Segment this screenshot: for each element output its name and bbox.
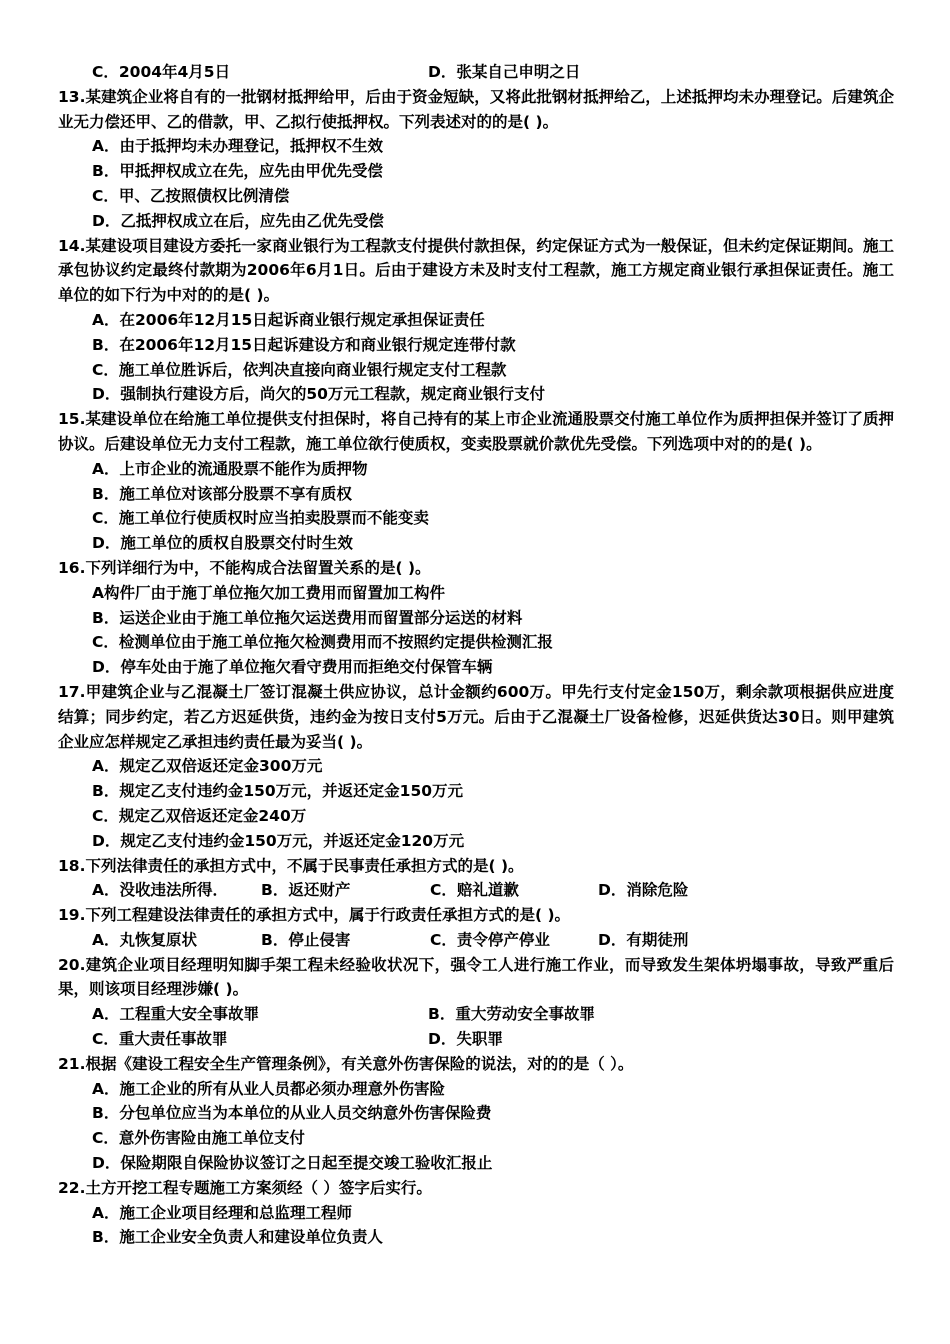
answer-option: C．重大责任事故罪 bbox=[92, 1030, 228, 1049]
answer-option: A．在2006年12月15日起诉商业银行规定承担保证责任 bbox=[92, 310, 485, 329]
answer-option: A．施工企业项目经理和总监理工程师 bbox=[92, 1203, 352, 1222]
answer-option: A．没收违法所得． bbox=[92, 881, 228, 900]
answer-option-row bbox=[58, 1002, 894, 1027]
question-stem: 13.某建筑企业将自有的一批钢材抵押给甲，后由于资金短缺，又将此批钢材抵押给乙，上述抵押均未办理登记。后建筑企业无力偿还甲、乙的借款，甲、乙拟行使抵押权。下列表述对的的是( )。 bbox=[58, 87, 894, 131]
answer-option: C．责令停产停业 bbox=[430, 930, 550, 949]
answer-option-row bbox=[58, 878, 894, 903]
answer-option: A．工程重大安全事故罪 bbox=[92, 1005, 259, 1024]
answer-option: C．赔礼道歉 bbox=[430, 881, 519, 900]
answer-option: B．运送企业由于施工单位拖欠运送费用而留置部分运送的材料 bbox=[92, 608, 523, 627]
answer-option: B．停止侵害 bbox=[261, 930, 351, 949]
question-stem: 20.建筑企业项目经理明知脚手架工程未经验收状况下，强令工人进行施工作业，而导致发生架体坍塌事故，导致严重后果，则该项目经理涉嫌( )。 bbox=[58, 955, 894, 999]
answer-option: A．上市企业的流通股票不能作为质押物 bbox=[92, 459, 368, 478]
answer-option: B．甲抵押权成立在先，应先由甲优先受偿 bbox=[92, 162, 383, 181]
answer-option: C．2004年4月5日 bbox=[92, 63, 231, 81]
answer-option-row bbox=[58, 928, 894, 953]
answer-option: C．意外伤害险由施工单位支付 bbox=[92, 1129, 305, 1148]
answer-option: B．分包单位应当为本单位的从业人员交纳意外伤害保险费 bbox=[92, 1104, 492, 1123]
question-stem: 18.下列法律责任的承担方式中，不属于民事责任承担方式的是( )。 bbox=[58, 856, 524, 875]
answer-option: C．施工单位胜诉后，依判决直接向商业银行规定支付工程款 bbox=[92, 360, 507, 379]
answer-option: D．规定乙支付违约金150万元，并返还定金120万元 bbox=[92, 831, 465, 850]
answer-option: A．丸恢复原状 bbox=[92, 930, 197, 949]
answer-option: C．检测单位由于施工单位拖欠检测费用而不按照约定提供检测汇报 bbox=[92, 633, 553, 652]
question-stem: 14.某建设项目建设方委托一家商业银行为工程款支付提供付款担保，约定保证方式为一般保证，但未约定保证期间。施工承包协议约定最终付款期为2006年6月1日。后由于建设方未及时支付工程款，施工方规定商业银行承担保证责任。施工单位的如下行为中对的的是( )。 bbox=[58, 236, 894, 305]
answer-option-row bbox=[58, 1027, 894, 1052]
question-stem: 19.下列工程建设法律责任的承担方式中，属于行政责任承担方式的是( )。 bbox=[58, 906, 571, 925]
answer-option: D．施工单位的质权自股票交付时生效 bbox=[92, 534, 353, 553]
exam-content bbox=[58, 60, 894, 1250]
answer-option: D．消除危险 bbox=[598, 881, 689, 900]
question-stem: 16.下列详细行为中，不能构成合法留置关系的是( )。 bbox=[58, 558, 431, 577]
answer-option: D．张某自己申明之日 bbox=[428, 63, 581, 81]
answer-option: C．施工单位行使质权时应当拍卖股票而不能变卖 bbox=[92, 509, 429, 528]
question-stem: 17.甲建筑企业与乙混凝土厂签订混凝土供应协议，总计金额约600万。甲先行支付定金150万，剩余款项根据供应进度结算；同步约定，若乙方迟延供货，违约金为按日支付5万元。后由于乙混凝土厂设备检修，迟延供货达30日。则甲建筑企业应怎样规定乙承担违约责任最为妥当( )。 bbox=[58, 682, 894, 751]
answer-option: D．失职罪 bbox=[428, 1030, 503, 1049]
answer-option: B．重大劳动安全事故罪 bbox=[428, 1005, 595, 1024]
answer-option: A．施工企业的所有从业人员都必须办理意外伤害险 bbox=[92, 1079, 445, 1098]
answer-option: B．施工单位对该部分股票不享有质权 bbox=[92, 484, 352, 503]
answer-option: B．返还财产 bbox=[261, 881, 351, 900]
answer-option: D．强制执行建设方后，尚欠的50万元工程款，规定商业银行支付 bbox=[92, 385, 545, 404]
question-stem: 21.根据《建设工程安全生产管理条例》，有关意外伤害保险的说法，对的的是（ ）。 bbox=[58, 1054, 634, 1073]
question-stem: 22.土方开挖工程专题施工方案须经（ ）签字后实行。 bbox=[58, 1178, 432, 1197]
answer-option: C．规定乙双倍返还定金240万 bbox=[92, 806, 307, 825]
answer-option: D．有期徒刑 bbox=[598, 930, 689, 949]
answer-option: A．由于抵押均未办理登记，抵押权不生效 bbox=[92, 137, 383, 156]
answer-option: D．保险期限自保险协议签订之日起至提交竣工验收汇报止 bbox=[92, 1154, 493, 1173]
answer-option: A构件厂由于施丁单位拖欠加工费用而留置加工构件 bbox=[92, 583, 445, 602]
answer-option: C．甲、乙按照债权比例清偿 bbox=[92, 186, 290, 205]
answer-option: B．规定乙支付违约金150万元，并返还定金150万元 bbox=[92, 782, 464, 801]
question-stem: 15.某建设单位在给施工单位提供支付担保时，将自己持有的某上市企业流通股票交付施工单位作为质押担保并签订了质押协议。后建设单位无力支付工程款，施工单位欲行使质权，变卖股票就价款优先受偿。下列选项中对的的是( )。 bbox=[58, 410, 894, 453]
answer-option: A．规定乙双倍返还定金300万元 bbox=[92, 757, 323, 776]
answer-option: D．停车处由于施了单位拖欠看守费用而拒绝交付保管车辆 bbox=[92, 658, 493, 677]
answer-option-row bbox=[58, 60, 894, 85]
answer-option: D．乙抵押权成立在后，应先由乙优先受偿 bbox=[92, 211, 384, 230]
answer-option: B．施工企业安全负责人和建设单位负责人 bbox=[92, 1228, 383, 1247]
answer-option: B．在2006年12月15日起诉建设方和商业银行规定连带付款 bbox=[92, 335, 516, 354]
